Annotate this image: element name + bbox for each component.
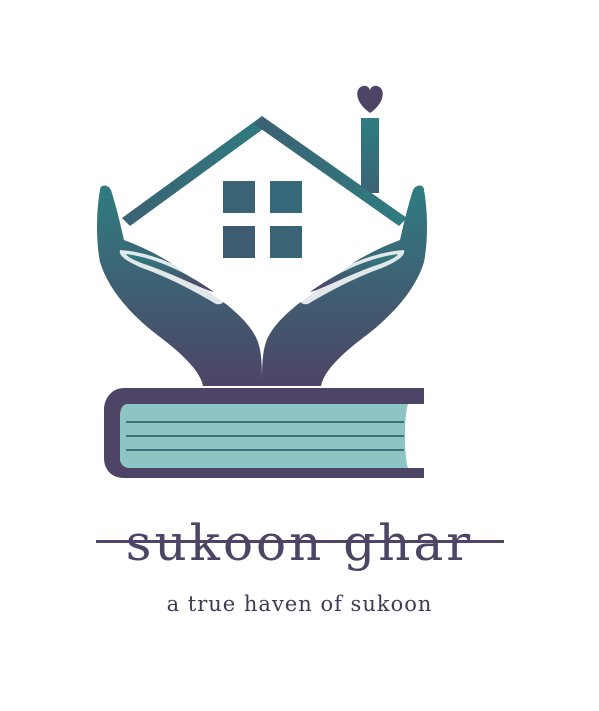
- brand-tagline: a true haven of sukoon: [166, 592, 433, 616]
- heart-icon: [357, 86, 383, 113]
- hands-icon: [97, 186, 427, 387]
- house-icon: [122, 116, 407, 258]
- brand-name: sukoon ghar: [125, 514, 474, 572]
- book-icon: [104, 388, 424, 478]
